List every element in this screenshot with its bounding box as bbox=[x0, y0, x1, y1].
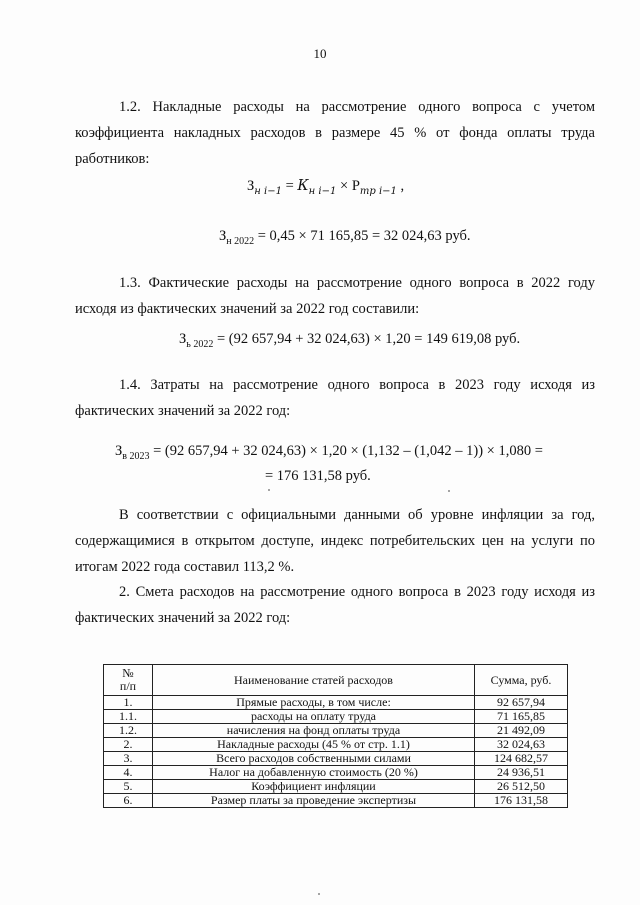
header-name: Наименование статей расходов bbox=[153, 665, 475, 696]
inflation-text bbox=[75, 502, 595, 580]
row-num: 2. bbox=[104, 738, 153, 752]
section-1-4-body: 1.4. Затраты на рассмотрение одного вопроса в 2023 году исходя из фактических значений за 2022 год: bbox=[75, 377, 595, 419]
row-num: 1. bbox=[104, 696, 153, 710]
table-row bbox=[104, 780, 568, 794]
formula-symbol: З bbox=[219, 228, 227, 244]
formula-tail: , bbox=[396, 178, 405, 194]
formula-operator: × bbox=[336, 178, 352, 194]
formula-symbol: К bbox=[297, 178, 309, 194]
header-num-line2: п/п bbox=[119, 679, 137, 693]
scan-speck bbox=[268, 489, 270, 491]
inflation-body: В соответствии с официальными данными об уровне инфляции за год, содержащимися в открытом доступе, индекс потребительских цен на услуги по итогам 2022 года составил 113,2 %. bbox=[75, 507, 595, 575]
row-sum: 176 131,58 bbox=[475, 794, 568, 808]
table-row bbox=[104, 766, 568, 780]
row-name: Налог на добавленную стоимость (20 %) bbox=[153, 766, 475, 780]
section-1-2-body: 1.2. Накладные расходы на рассмотрение одного вопроса с учетом коэффициента накладных расходов в размере 45 % от фонда оплаты труда работников: bbox=[75, 99, 595, 167]
page-number: 10 bbox=[313, 46, 327, 61]
header-num bbox=[104, 665, 153, 696]
section-1-3-text bbox=[75, 270, 595, 322]
row-name: Всего расходов собственными силами bbox=[153, 752, 475, 766]
formula-subscript: н i−1 bbox=[308, 185, 337, 197]
scan-speck bbox=[448, 490, 450, 492]
formula-symbol: З bbox=[247, 178, 255, 194]
actual-expenses-formula bbox=[179, 331, 520, 350]
formula-subscript: в 2023 bbox=[122, 450, 150, 462]
row-sum: 92 657,94 bbox=[475, 696, 568, 710]
formula-value: = 0,45 × 71 165,85 = 32 024,63 руб. bbox=[254, 228, 471, 244]
section-1-4-text bbox=[75, 372, 595, 424]
row-num: 6. bbox=[104, 794, 153, 808]
section-2-text bbox=[75, 579, 595, 631]
formula-subscript: н 2022 bbox=[226, 235, 255, 247]
row-sum: 21 492,09 bbox=[475, 724, 568, 738]
table-row bbox=[104, 710, 568, 724]
row-num: 1.1. bbox=[104, 710, 153, 724]
row-sum: 71 165,85 bbox=[475, 710, 568, 724]
row-sum: 124 682,57 bbox=[475, 752, 568, 766]
table-row bbox=[104, 696, 568, 710]
table-row bbox=[104, 794, 568, 808]
formula-subscript: тр i−1 bbox=[359, 185, 397, 197]
table-header-row bbox=[104, 665, 568, 696]
row-name: расходы на оплату труда bbox=[153, 710, 475, 724]
formula-value: = (92 657,94 + 32 024,63) × 1,20 = 149 619,08 руб. bbox=[213, 331, 521, 347]
row-num: 4. bbox=[104, 766, 153, 780]
formula-symbol: З bbox=[179, 331, 187, 347]
formula-symbol: Р bbox=[351, 178, 360, 194]
overhead-formula-general bbox=[247, 178, 404, 197]
table-row bbox=[104, 752, 568, 766]
header-sum: Сумма, руб. bbox=[475, 665, 568, 696]
row-name: Размер платы за проведение экспертизы bbox=[153, 794, 475, 808]
formula-value: = (92 657,94 + 32 024,63) × 1,20 × (1,132 – (1,042 – 1)) × 1,080 = bbox=[149, 443, 543, 459]
section-1-2-text bbox=[75, 94, 595, 172]
row-sum: 26 512,50 bbox=[475, 780, 568, 794]
scan-speck bbox=[318, 893, 320, 895]
section-2-body: 2. Смета расходов на рассмотрение одного вопроса в 2023 году исходя из фактических значений за 2022 год: bbox=[75, 584, 595, 626]
formula-symbol: З bbox=[115, 443, 123, 459]
row-name: начисления на фонд оплаты труда bbox=[153, 724, 475, 738]
row-name: Прямые расходы, в том числе: bbox=[153, 696, 475, 710]
section-1-3-body: 1.3. Фактические расходы на рассмотрение одного вопроса в 2022 году исходя из фактических значений за 2022 год составили: bbox=[75, 275, 595, 317]
row-sum: 24 936,51 bbox=[475, 766, 568, 780]
row-num: 1.2. bbox=[104, 724, 153, 738]
row-name: Накладные расходы (45 % от стр. 1.1) bbox=[153, 738, 475, 752]
estimate-table bbox=[103, 664, 568, 808]
formula-operator: = bbox=[281, 178, 298, 194]
row-sum: 32 024,63 bbox=[475, 738, 568, 752]
overhead-formula-calc bbox=[219, 228, 471, 247]
formula-subscript: ь 2022 bbox=[186, 338, 214, 350]
costs-2023-formula-line2: = 176 131,58 руб. bbox=[265, 468, 371, 484]
row-num: 5. bbox=[104, 780, 153, 794]
row-num: 3. bbox=[104, 752, 153, 766]
header-num-line1: № bbox=[122, 666, 134, 680]
formula-subscript: н i−1 bbox=[254, 185, 282, 197]
costs-2023-formula-line1 bbox=[115, 443, 543, 462]
table-row bbox=[104, 738, 568, 752]
table-row bbox=[104, 724, 568, 738]
row-name: Коэффициент инфляции bbox=[153, 780, 475, 794]
